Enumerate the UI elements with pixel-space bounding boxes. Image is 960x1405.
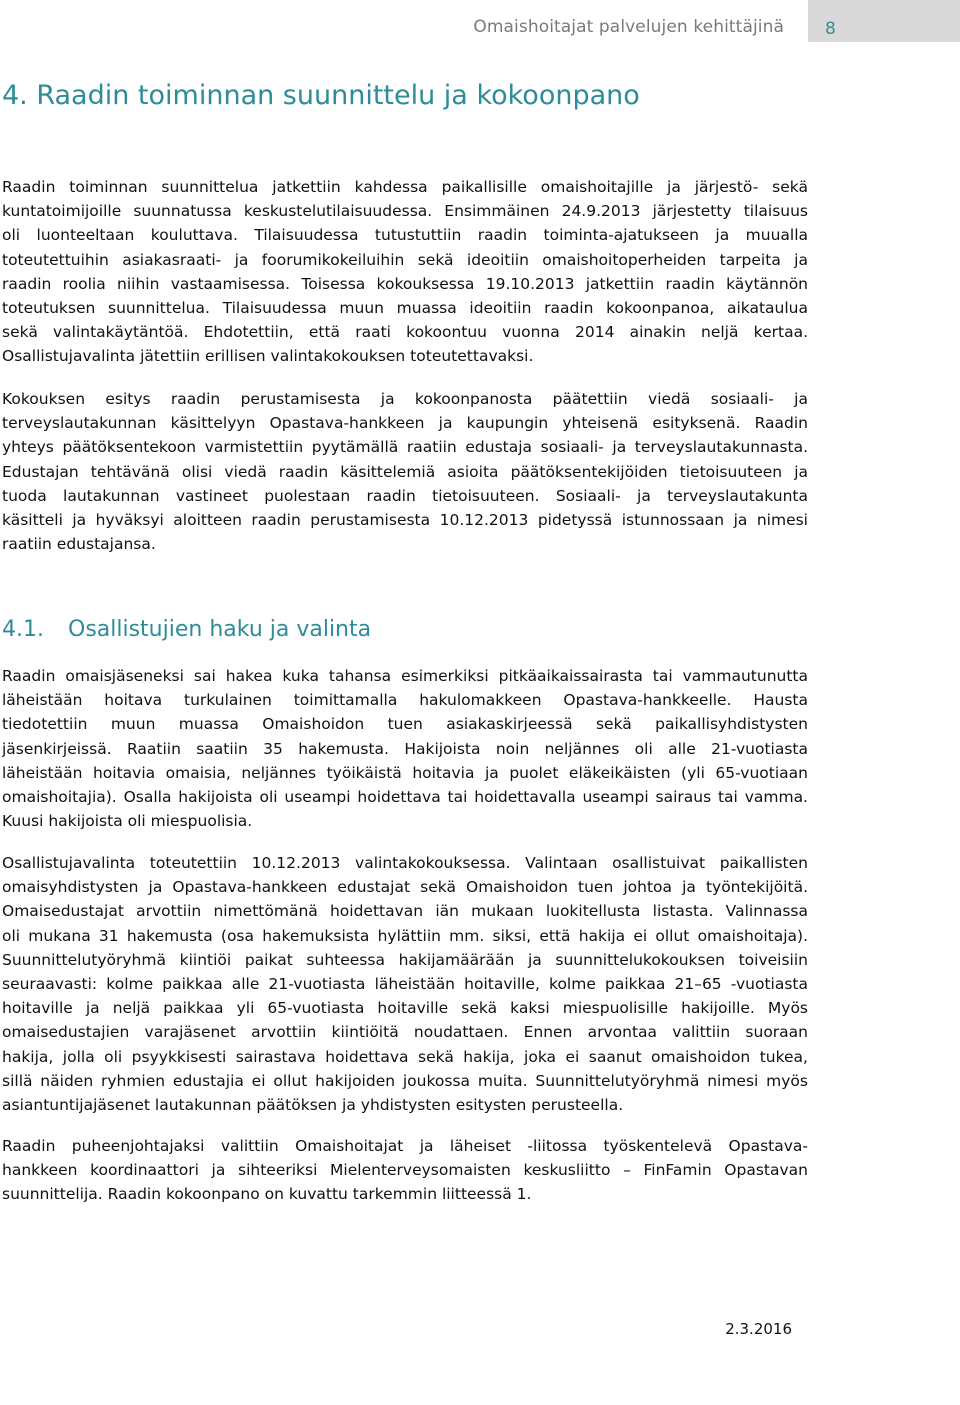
text-line: hankkeen koordinaattori ja sihteeriksi Mielenterveysomaisten keskusliitto – FinFamin Opastavan — [2, 1161, 808, 1180]
text-line: suunnittelija. Raadin kokoonpano on kuvattu tarkemmin liitteessä 1. — [2, 1185, 532, 1204]
text-line: yhteys päätöksentekoon varmistettiin pyytämällä raatiin edustaja sosiaali- ja terveyslautakunnasta. — [2, 438, 808, 457]
section-paragraph-1 — [2, 175, 808, 369]
text-line: omaisedustajien varajäsenet arvottiin kiintiöitä noudattaen. Ennen arvontaa valittiin suoraan — [2, 1023, 808, 1042]
text-line: hoitaville ja neljä paikkaa yli 65-vuotiasta hoitaville sekä kaksi miespuolisille hakijoille. Myös — [2, 999, 808, 1018]
text-line: Edustajan tehtävänä olisi viedä raadin käsittelemiä asioita päätöksentekijöiden tietoisuuteen ja — [2, 462, 808, 481]
text-line: Raadin toiminnan suunnittelua jatkettiin kahdessa paikallisille omaishoitajille ja järjestö- sekä — [2, 178, 808, 196]
text-line: Suunnittelutyöryhmä kiintiöi paikat suhteessa hakijamäärään ja suunnittelukokouksen toiveisiin — [2, 950, 808, 969]
section-heading: 4. Raadin toiminnan suunnittelu ja kokoonpano — [2, 80, 640, 111]
subsection-title: Osallistujien haku ja valinta — [68, 617, 372, 642]
text-line: seuraavasti: kolme paikkaa alle 21-vuotiasta läheistään hoitaville, kolme paikkaa 21–65 -vuotiasta — [2, 975, 808, 994]
text-line: sillä näiden ryhmien edustajia ei ollut hakijoiden joukossa muita. Suunnittelutyöryhmä nimesi myös — [2, 1071, 808, 1090]
text-line: toteutuksen suunnittelua. Tilaisuudessa muun muassa ideoitiin raadin kokoonpanoa, aikataulua — [2, 299, 808, 318]
text-line: oli luonteeltaan kouluttava. Tilaisuudessa tutustuttiin raadin toiminta-ajatukseen ja muualla — [2, 226, 808, 245]
text-line: oli mukana 31 hakemusta (osa hakemuksista hylättiin mm. siksi, että hakija ei ollut omaishoitaja). — [2, 926, 808, 945]
text-line: omaishoitajia). Osalla hakijoista oli useampi hoidettava tai hoidettavalla useampi sairaus tai vamma. — [2, 788, 808, 807]
section-paragraph-2 — [2, 387, 808, 556]
text-line: Omaisedustajat arvottiin nimettömänä hoidettavan iän mukaan luokitellusta listasta. Valinnassa — [2, 902, 808, 921]
text-line: jäsenkirjeissä. Raatiin saatiin 35 hakemusta. Hakijoista noin neljännes oli alle 21-vuotiasta — [2, 739, 808, 758]
text-line: Raadin puheenjohtajaksi valittiin Omaishoitajat ja läheiset -liitossa työskentelevä Opastava- — [2, 1137, 808, 1155]
text-line: raadin roolia niihin vastaamisessa. Toisessa kokouksessa 19.10.2013 jatkettiin raadin käytännön — [2, 274, 808, 293]
text-line: Raadin omaisjäseneksi sai hakea kuka tahansa esimerkiksi pitkäaikaissairasta tai vammautunutta — [2, 667, 808, 685]
subsection-paragraph-2 — [2, 851, 808, 1117]
text-line: Osallistujavalinta jätettiin erillisen valintakokouksen toteutettavaksi. — [2, 347, 534, 366]
text-line: hakija, jolla oli psyykkisesti sairastava hoidettava sekä hakija, joka ei saanut omaishoidon tukea, — [2, 1047, 808, 1066]
text-line: läheistään hoitavia omaisia, neljännes työikäistä hoitavia ja puolet eläkeikäisten (yli 65-vuotiaan — [2, 763, 808, 782]
subsection-number: 4.1. — [2, 617, 44, 642]
text-line: raatiin edustajansa. — [2, 535, 156, 554]
running-header-title: Omaishoitajat palvelujen kehittäjinä — [473, 17, 784, 37]
text-line: käsitteli ja hyväksyi aloitteen raadin perustamisesta 10.12.2013 pidetyssä istunnossaan ja nimesi — [2, 511, 808, 530]
text-line: sekä valintakäytäntöä. Ehdotettiin, että raati kokoontuu vuonna 2014 ainakin neljä kertaa. — [2, 323, 808, 342]
text-line: läheistään hoitava turkulainen toimittamalla hakulomakkeen Opastava-hankkeelle. Hausta — [2, 691, 808, 710]
text-line: toteutettuihin asiakasraati- ja foorumikokeiluihin sekä ideoitiin omaishoitoperheiden tarpeita ja — [2, 250, 808, 269]
subsection-heading — [2, 617, 371, 642]
text-line: Kuusi hakijoista oli miespuolisia. — [2, 812, 253, 831]
text-line: omaisyhdistysten ja Opastava-hankkeen edustajat sekä Omaishoidon tuen johtoa ja työntekijöitä. — [2, 878, 808, 897]
subsection-paragraph-1 — [2, 664, 808, 833]
footer-date: 2.3.2016 — [725, 1320, 792, 1338]
text-line: Kokouksen esitys raadin perustamisesta ja kokoonpanosta päätettiin viedä sosiaali- ja — [2, 390, 808, 408]
subsection-paragraph-3 — [2, 1134, 808, 1207]
text-line: tiedotettiin muun muassa Omaishoidon tuen asiakaskirjeessä sekä paikallisyhdistysten — [2, 715, 808, 734]
page-number: 8 — [808, 0, 960, 42]
text-line: tuoda lautakunnan vastineet puolestaan raadin tietoisuuteen. Sosiaali- ja terveyslautakunta — [2, 486, 808, 505]
text-line: kuntatoimijoille suunnatussa keskustelutilaisuudessa. Ensimmäinen 24.9.2013 järjestetty tilaisuus — [2, 202, 808, 221]
text-line: asiantuntijajäsenet lautakunnan päätöksen ja yhdistysten esitysten perusteella. — [2, 1096, 624, 1115]
text-line: terveyslautakunnan käsittelyyn Opastava-hankkeen ja kaupungin yhteisenä esityksenä. Raadin — [2, 414, 808, 433]
text-line: Osallistujavalinta toteutettiin 10.12.2013 valintakokouksessa. Valintaan osallistuivat paikallisten — [2, 854, 808, 872]
